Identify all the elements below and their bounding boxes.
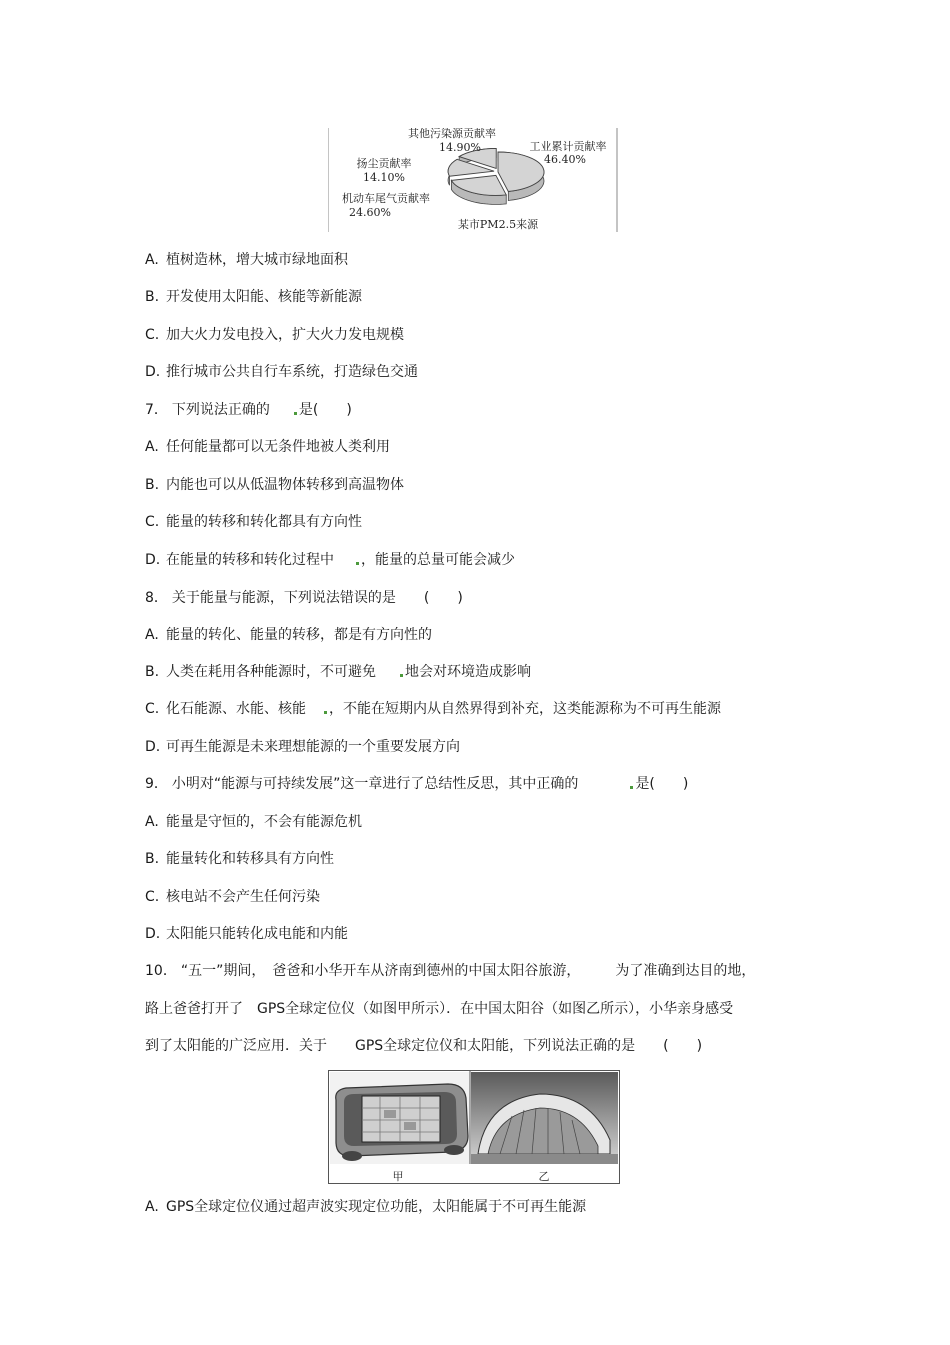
pie-slice-value-label: 14.10% xyxy=(363,171,405,184)
q6-option-b: B. 开发使用太阳能、核能等新能源 xyxy=(145,289,362,305)
q8-option-b: B. 人类在耗用各种能源时，不可避免 地会对环境造成影响 xyxy=(145,664,531,680)
q10-stem-line3: 到了太阳能的广泛应用．关于 GPS全球定位仪和太阳能，下列说法正确的是 ( ) xyxy=(145,1038,703,1054)
q7-option-c: C. 能量的转移和转化都具有方向性 xyxy=(145,514,362,530)
q7-stem: 7． 下列说法正确的 是( ) xyxy=(145,402,352,418)
pm25-pie-chart xyxy=(328,128,618,232)
pie-slice-value-label: 46.40% xyxy=(544,153,586,166)
pie-slice-label: 工业累计贡献率 xyxy=(529,140,607,153)
q7-option-d: D. 在能量的转移和转化过程中 ，能量的总量可能会减少 xyxy=(145,552,515,568)
gps-device-image xyxy=(330,1072,470,1164)
scan-mark xyxy=(356,562,359,565)
gps-solar-figure xyxy=(328,1070,620,1184)
q8-option-d: D. 可再生能源是未来理想能源的一个重要发展方向 xyxy=(145,739,460,755)
q10-option-a: A. GPS全球定位仪通过超声波实现定位功能，太阳能属于不可再生能源 xyxy=(145,1199,587,1215)
q7-option-a: A. 任何能量都可以无条件地被人类利用 xyxy=(145,439,390,455)
pie-slice-value-label: 24.60% xyxy=(349,206,391,219)
q9-option-a: A. 能量是守恒的，不会有能源危机 xyxy=(145,814,362,830)
pie-slice-value-label: 14.90% xyxy=(439,141,481,154)
q6-option-a: A. 植树造林，增大城市绿地面积 xyxy=(145,252,348,268)
solar-valley-image xyxy=(471,1072,618,1164)
q8-option-a: A. 能量的转化、能量的转移，都是有方向性的 xyxy=(145,627,432,643)
scan-mark xyxy=(294,412,297,415)
chart-title: 某市PM2.5来源 xyxy=(457,218,539,231)
q10-stem-line2: 路上爸爸打开了 GPS全球定位仪（如图甲所示）．在中国太阳谷（如图乙所示），小华亲身感受 xyxy=(145,1001,734,1017)
figure-label-jia: 甲 xyxy=(392,1170,404,1183)
q6-option-c: C. 加大火力发电投入，扩大火力发电规模 xyxy=(145,327,404,343)
q9-option-c: C. 核电站不会产生任何污染 xyxy=(145,889,320,905)
scan-mark xyxy=(324,711,327,714)
q9-stem: 9． 小明对“能源与可持续发展”这一章进行了总结性反思，其中正确的 是( ) xyxy=(145,776,689,792)
scan-mark xyxy=(400,674,403,677)
pie-slice-label: 扬尘贡献率 xyxy=(356,157,412,170)
q10-stem-line1: 10． “五一”期间， 爸爸和小华开车从济南到德州的中国太阳谷旅游， 为了准确到达目的地， xyxy=(145,963,756,979)
scan-mark xyxy=(630,786,633,789)
pie-slice-label: 其他污染源贡献率 xyxy=(408,128,496,140)
q7-option-b: B. 内能也可以从低温物体转移到高温物体 xyxy=(145,477,404,493)
q9-option-b: B. 能量转化和转移具有方向性 xyxy=(145,851,334,867)
figure-label-yi: 乙 xyxy=(538,1170,550,1183)
q8-stem: 8． 关于能量与能源，下列说法错误的是 ( ) xyxy=(145,590,463,606)
q9-option-d: D. 太阳能只能转化成电能和内能 xyxy=(145,926,348,942)
q8-option-c: C. 化石能源、水能、核能 ，不能在短期内从自然界得到补充，这类能源称为不可再生能源 xyxy=(145,701,721,717)
q6-option-d: D. 推行城市公共自行车系统，打造绿色交通 xyxy=(145,364,418,380)
pie-slice-label: 机动车尾气贡献率 xyxy=(342,192,430,205)
